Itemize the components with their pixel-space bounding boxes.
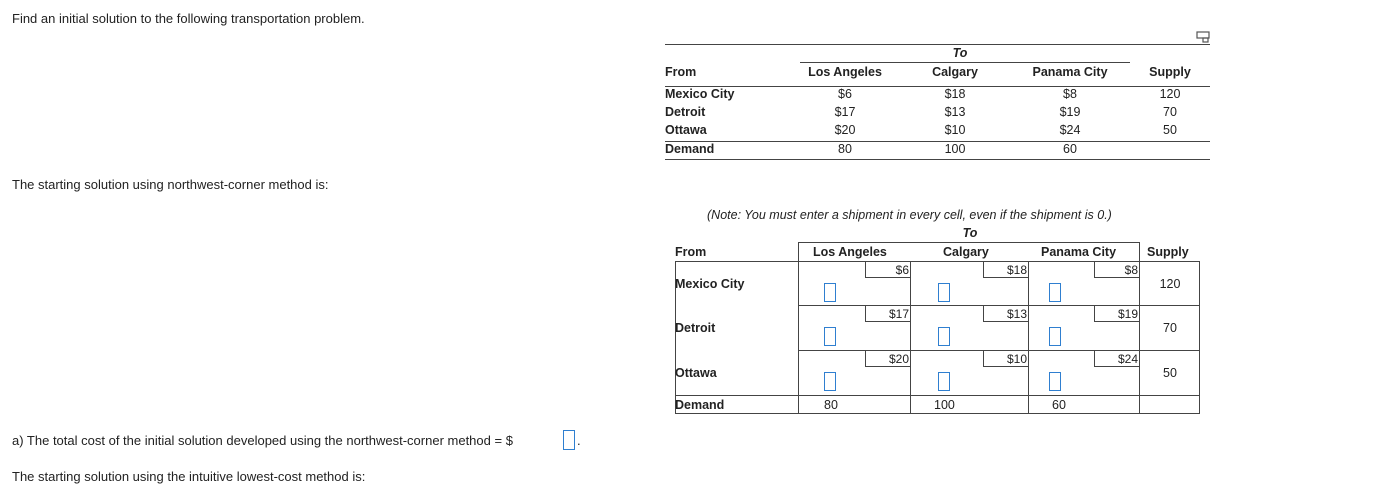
cost-cell: $20	[865, 351, 910, 367]
grid-row-label-ottawa: Ottawa	[675, 366, 717, 380]
grid-header-from: From	[675, 245, 707, 259]
grid-note: (Note: You must enter a shipment in every cell, even if the shipment is 0.)	[707, 208, 1112, 222]
shipment-input[interactable]	[1049, 327, 1061, 346]
table-row	[665, 87, 1210, 105]
cost-cell: $8	[1063, 87, 1077, 101]
table-rule	[800, 62, 1130, 63]
grid-line	[910, 261, 911, 414]
demand-row	[665, 142, 1210, 160]
shipment-input[interactable]	[824, 327, 836, 346]
header-supply: Supply	[1149, 65, 1191, 79]
cost-cell: $18	[983, 262, 1028, 278]
cost-cell: $10	[983, 351, 1028, 367]
grid-row-label-detroit: Detroit	[675, 321, 716, 335]
grid-line	[675, 395, 1200, 396]
shipment-input[interactable]	[824, 372, 836, 391]
supply-cell: 70	[1163, 321, 1177, 335]
cost-cell: $10	[944, 123, 966, 137]
supply-cell: 50	[1163, 123, 1177, 137]
cost-cell: $17	[834, 105, 856, 119]
cost-cell: $8	[1094, 262, 1139, 278]
cost-cell: $20	[834, 123, 856, 137]
row-label: Ottawa	[665, 123, 707, 137]
grid-line	[675, 413, 1200, 414]
supply-cell: 120	[1159, 87, 1181, 101]
cost-cell: $19	[1094, 306, 1139, 322]
part-a-suffix: .	[577, 433, 581, 448]
shipment-input[interactable]	[1049, 283, 1061, 302]
cost-cell: $13	[944, 105, 966, 119]
cost-cell: $6	[838, 87, 852, 101]
cost-cell: $24	[1059, 123, 1081, 137]
grid-row-label-mexico-city: Mexico City	[675, 277, 745, 291]
grid-line	[798, 242, 1140, 243]
table-rule	[665, 44, 1210, 45]
shipment-input[interactable]	[824, 283, 836, 302]
row-label: Demand	[665, 142, 715, 156]
grid-line	[798, 242, 799, 414]
part-a-text	[12, 433, 513, 448]
cost-cell: $18	[944, 87, 966, 101]
header-from: From	[665, 65, 697, 79]
cost-cell: $6	[865, 262, 910, 278]
header-panama-city: Panama City	[1032, 65, 1108, 79]
to-label: To	[952, 46, 968, 60]
intro-text: Find an initial solution to the following transportation problem.	[12, 11, 365, 26]
demand-cell: 80	[838, 142, 852, 156]
cost-cell: $24	[1094, 351, 1139, 367]
header-los-angeles: Los Angeles	[808, 65, 882, 79]
grid-demand-label: Demand	[675, 398, 725, 412]
grid-header-los-angeles: Los Angeles	[813, 245, 887, 259]
demand-cell: 60	[1052, 398, 1066, 412]
header-calgary: Calgary	[932, 65, 978, 79]
demand-cell: 60	[1063, 142, 1077, 156]
header-row	[665, 65, 1210, 83]
shipment-input[interactable]	[938, 327, 950, 346]
nw-prompt: The starting solution using northwest-corner method is:	[12, 177, 329, 192]
lowest-cost-prompt: The starting solution using the intuitive lowest-cost method is:	[12, 469, 366, 484]
table-rule	[665, 159, 1210, 160]
row-label: Detroit	[665, 105, 706, 119]
supply-cell: 70	[1163, 105, 1177, 119]
part-a-prefix: a) The total cost of the initial solution developed using the northwest-corner method = $	[12, 433, 513, 448]
grid-header-calgary: Calgary	[943, 245, 989, 259]
table-row	[665, 123, 1210, 141]
cost-cell: $13	[983, 306, 1028, 322]
grid-header-panama-city: Panama City	[1041, 245, 1117, 259]
demand-cell: 100	[934, 398, 955, 412]
grid-line	[1028, 261, 1029, 414]
resize-icon[interactable]	[1196, 31, 1210, 43]
shipment-input[interactable]	[938, 283, 950, 302]
supply-cell: 120	[1159, 277, 1181, 291]
cost-cell: $17	[865, 306, 910, 322]
table-row	[665, 105, 1210, 123]
grid-header-supply: Supply	[1147, 245, 1189, 259]
demand-cell: 100	[944, 142, 966, 156]
demand-cell: 80	[824, 398, 838, 412]
transport-grid	[675, 226, 1200, 414]
supply-cell: 50	[1163, 366, 1177, 380]
cost-cell: $19	[1059, 105, 1081, 119]
row-label: Mexico City	[665, 87, 735, 101]
grid-to-label: To	[962, 226, 978, 240]
shipment-input[interactable]	[938, 372, 950, 391]
total-cost-input[interactable]	[563, 430, 575, 450]
shipment-input[interactable]	[1049, 372, 1061, 391]
